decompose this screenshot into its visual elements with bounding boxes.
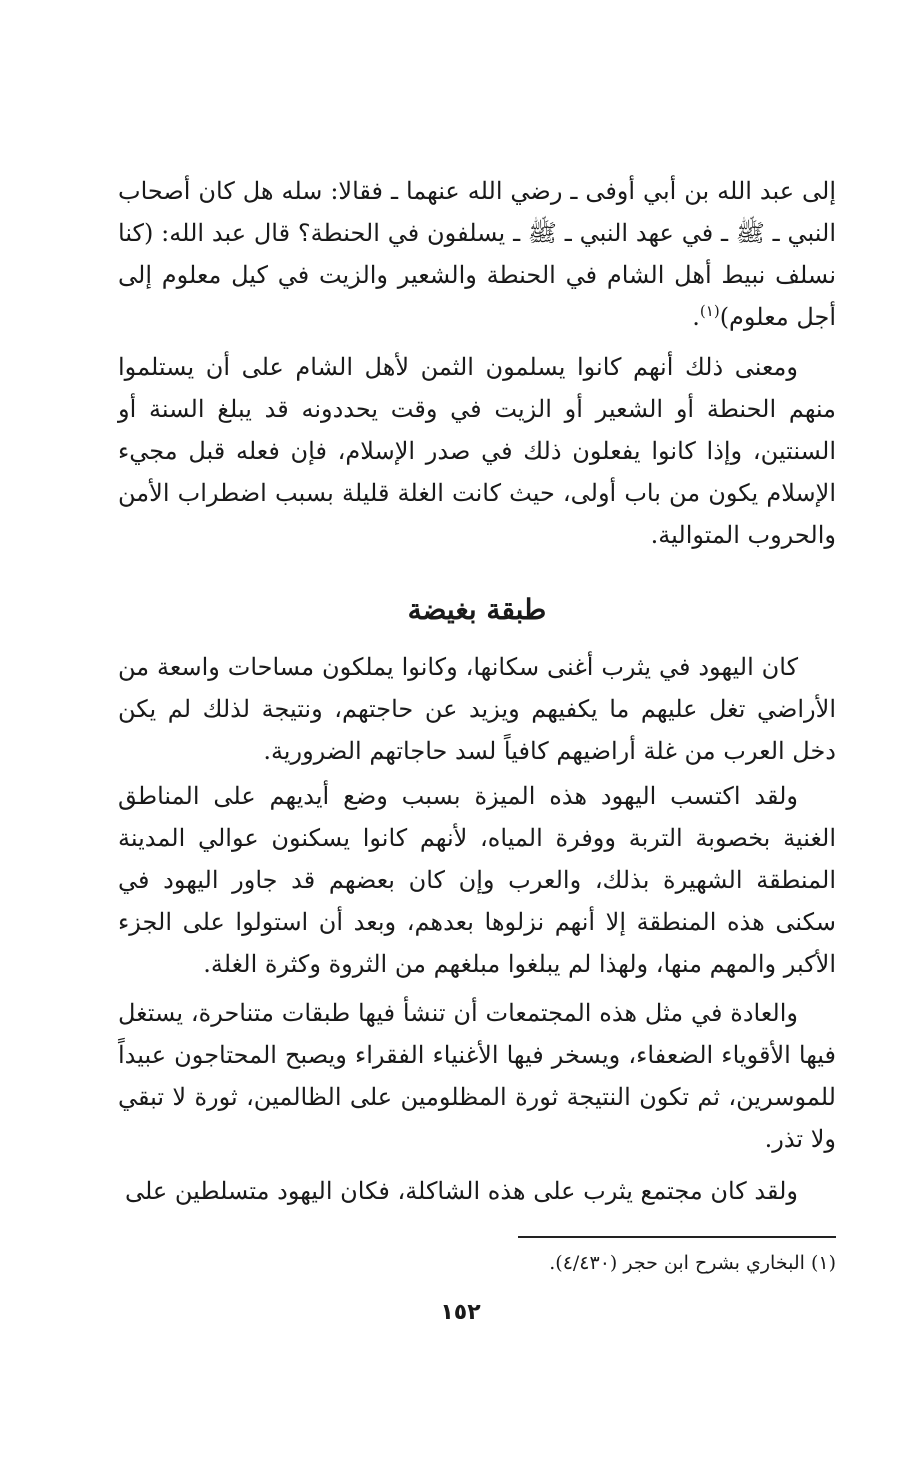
page-number: ١٥٢: [440, 1300, 481, 1325]
paragraph-tail: .: [692, 303, 700, 331]
paragraph-text: ولقد اكتسب اليهود هذه الميزة بسبب وضع أيديهم على المناطق الغنية بخصوبة التربة ووفرة المياه، لأنهم كانوا يسكنون عوالي المدينة المنطقة الشهيرة بذلك، والعرب وإن كان بعضهم قد جاور اليهود في سكنى هذه المنطقة إلا أنهم نزلوها بعدهم، وبعد أن استولوا على الجزء الأكبر والمهم منها، ولهذا لم يبلغوا مبلغهم من الثروة وكثرة الغلة.: [118, 782, 836, 978]
paragraph-text: كان اليهود في يثرب أغنى سكانها، وكانوا يملكون مساحات واسعة من الأراضي تغل عليهم ما يكفيهم ويزيد عن حاجتهم، ونتيجة لذلك لم يكن دخل العرب من غلة أراضيهم كافياً لسد حاجاتهم الضرورية.: [118, 653, 836, 765]
footnote-marker: (١): [699, 302, 720, 320]
paragraph-text: والعادة في مثل هذه المجتمعات أن تنشأ فيها طبقات متناحرة، يستغل فيها الأقوياء الضعفاء، ويسخر فيها الأغنياء الفقراء ويصبح المحتاجون عبيداً للموسرين، ثم تكون النتيجة ثورة المظلومين على الظالمين، ثورة لا تبقي ولا تذر.: [118, 999, 836, 1153]
paragraph-classes: [118, 992, 836, 1160]
paragraph-text: إلى عبد الله بن أبي أوفى ـ رضي الله عنهما ـ فقالا: سله هل كان أصحاب النبي ـ ﷺ ـ في عهد النبي ـ ﷺ ـ يسلفون في الحنطة؟ قال عبد الله: (كنا نسلف نبيط أهل الشام في الحنطة والشعير والزيت في كيل معلوم إلى أجل معلوم): [118, 177, 836, 331]
footnote-divider: [518, 1236, 836, 1238]
footnote: (١) البخاري بشرح ابن حجر (٤/٤٣٠).: [549, 1252, 836, 1274]
paragraph-jews-wealth: [118, 646, 836, 772]
paragraph-hadith: [118, 170, 836, 338]
paragraph-yathrib: [118, 1170, 836, 1212]
paragraph-meaning: [118, 346, 836, 556]
section-heading: طبقة بغيضة: [407, 593, 547, 626]
paragraph-text: ولقد كان مجتمع يثرب على هذه الشاكلة، فكان اليهود متسلطين على: [124, 1177, 798, 1205]
paragraph-text: ومعنى ذلك أنهم كانوا يسلمون الثمن لأهل الشام على أن يستلموا منهم الحنطة أو الشعير أو الزيت في وقت يحددونه قد يبلغ السنة أو السنتين، وإذا كانوا يفعلون ذلك في صدر الإسلام، فإن فعله قبل مجيء الإسلام يكون من باب أولى، حيث كانت الغلة قليلة بسبب اضطراب الأمن والحروب المتوالية.: [118, 353, 836, 549]
paragraph-fertile-lands: [118, 775, 836, 985]
